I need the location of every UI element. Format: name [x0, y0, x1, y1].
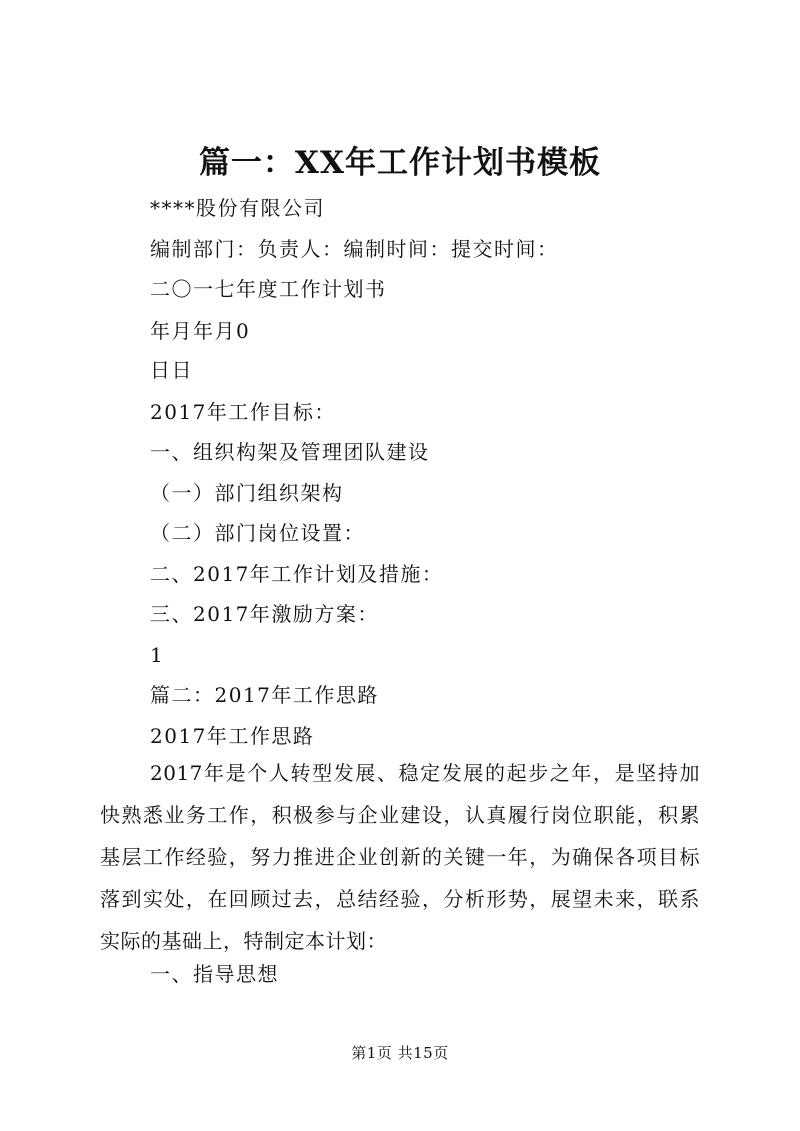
- work-approach-heading: 2017年工作思路: [150, 724, 315, 748]
- date-line-1: 年月年月0: [150, 319, 251, 343]
- goal-heading: 2017年工作目标：: [150, 400, 336, 424]
- date-line-2: 日日: [150, 358, 193, 382]
- company-name-line: ****股份有限公司: [150, 196, 325, 220]
- paragraph-line: 基层工作经验，努力推进企业创新的关键一年，为确保各项目标: [100, 845, 700, 869]
- page-footer: 第1页 共15页: [351, 1044, 449, 1062]
- paragraph-line: 实际的基础上，特制定本计划：: [100, 929, 387, 953]
- document-title: 篇一：XX年工作计划书模板: [198, 145, 602, 181]
- section-two-heading: 二、2017年工作计划及措施：: [150, 562, 444, 586]
- section-three-heading: 三、2017年激励方案：: [150, 602, 379, 626]
- body-paragraph: [100, 752, 700, 962]
- page-number-inline: 1: [150, 643, 165, 667]
- plan-year-line: 二〇一七年度工作计划书: [150, 277, 387, 301]
- subsection-one-heading: （一）部门组织架构: [150, 481, 344, 505]
- guiding-principle-heading: 一、指导思想: [150, 962, 279, 986]
- part-two-heading: 篇二：2017年工作思路: [150, 683, 379, 707]
- section-one-heading: 一、组织构架及管理团队建设: [150, 440, 430, 464]
- paragraph-line: 快熟悉业务工作，积极参与企业建设，认真履行岗位职能，积累: [100, 803, 700, 827]
- paragraph-line: 落到实处，在回顾过去，总结经验，分析形势，展望未来，联系: [100, 887, 700, 911]
- paragraph-line: 2017年是个人转型发展、稳定发展的起步之年，是坚持加: [150, 761, 700, 785]
- metadata-line: 编制部门：负责人：编制时间：提交时间：: [150, 237, 559, 261]
- subsection-two-heading: （二）部门岗位设置：: [150, 521, 365, 545]
